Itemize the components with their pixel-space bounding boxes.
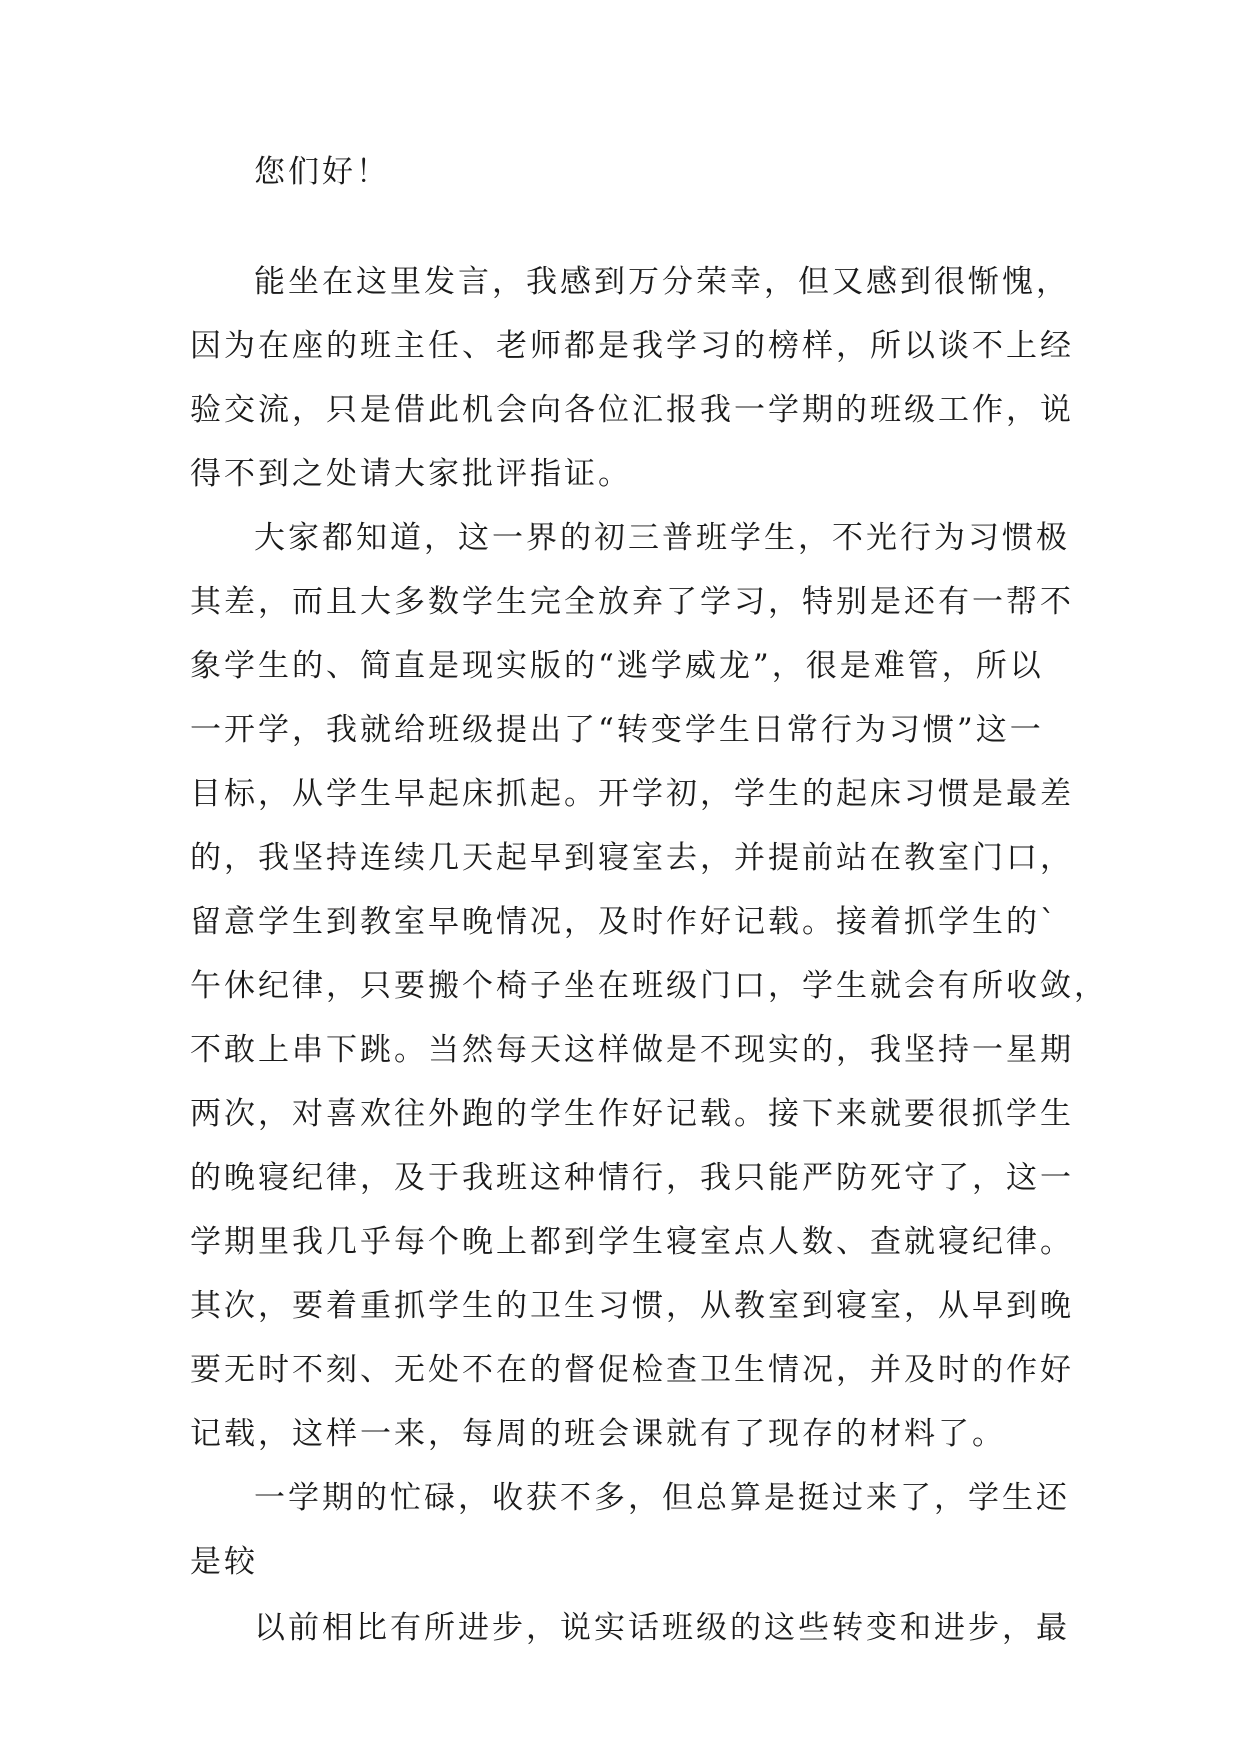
paragraph-line: 不敢上串下跳。当然每天这样做是不现实的，我坚持一星期 — [190, 1032, 1074, 1068]
paragraph-line: 得不到之处请大家批评指证。 — [190, 456, 632, 492]
paragraph-line: 其次，要着重抓学生的卫生习惯，从教室到寝室，从早到晚 — [190, 1288, 1074, 1324]
paragraph-line: 是较 — [190, 1544, 258, 1580]
paragraph-line: 留意学生到教室早晚情况，及时作好记载。接着抓学生的` — [190, 904, 1059, 940]
paragraph-line: 能坐在这里发言，我感到万分荣幸，但又感到很惭愧， — [254, 264, 1070, 300]
paragraph-line: 两次，对喜欢往外跑的学生作好记载。接下来就要很抓学生 — [190, 1096, 1074, 1132]
paragraph-1 — [190, 250, 1074, 506]
paragraph-line: 大家都知道，这一界的初三普班学生，不光行为习惯极 — [254, 520, 1070, 556]
paragraph-3 — [190, 1466, 1070, 1594]
paragraph-line: 的，我坚持连续几天起早到寝室去，并提前站在教室门口， — [190, 840, 1074, 876]
paragraph-line: 的晚寝纪律，及于我班这种情行，我只能严防死守了，这一 — [190, 1160, 1074, 1196]
paragraph-line: 要无时不刻、无处不在的督促检查卫生情况，并及时的作好 — [190, 1352, 1074, 1388]
paragraph-line: 学期里我几乎每个晚上都到学生寝室点人数、查就寝纪律。 — [190, 1224, 1074, 1260]
paragraph-line: 以前相比有所进步，说实话班级的这些转变和进步，最 — [254, 1610, 1070, 1646]
paragraph-line: 验交流，只是借此机会向各位汇报我一学期的班级工作，说 — [190, 392, 1074, 428]
paragraph-line: 午休纪律，只要搬个椅子坐在班级门口，学生就会有所收敛， — [190, 968, 1108, 1004]
paragraph-line: 目标，从学生早起床抓起。开学初，学生的起床习惯是最差 — [190, 776, 1074, 812]
paragraph-line: 象学生的、简直是现实版的“逃学威龙”，很是难管，所以 — [190, 648, 1044, 684]
paragraph-4 — [190, 1596, 1070, 1660]
paragraph-line: 因为在座的班主任、老师都是我学习的榜样，所以谈不上经 — [190, 328, 1074, 364]
greeting-block — [190, 140, 1060, 204]
paragraph-line: 一开学，我就给班级提出了“转变学生日常行为习惯”这一 — [190, 712, 1044, 748]
paragraph-line: 记载，这样一来，每周的班会课就有了现存的材料了。 — [190, 1416, 1006, 1452]
paragraph-line: 一学期的忙碌，收获不多，但总算是挺过来了，学生还 — [254, 1480, 1070, 1516]
greeting: 您们好！ — [254, 154, 390, 190]
paragraph-line: 其差，而且大多数学生完全放弃了学习，特别是还有一帮不 — [190, 584, 1074, 620]
paragraph-2 — [190, 506, 1108, 1466]
